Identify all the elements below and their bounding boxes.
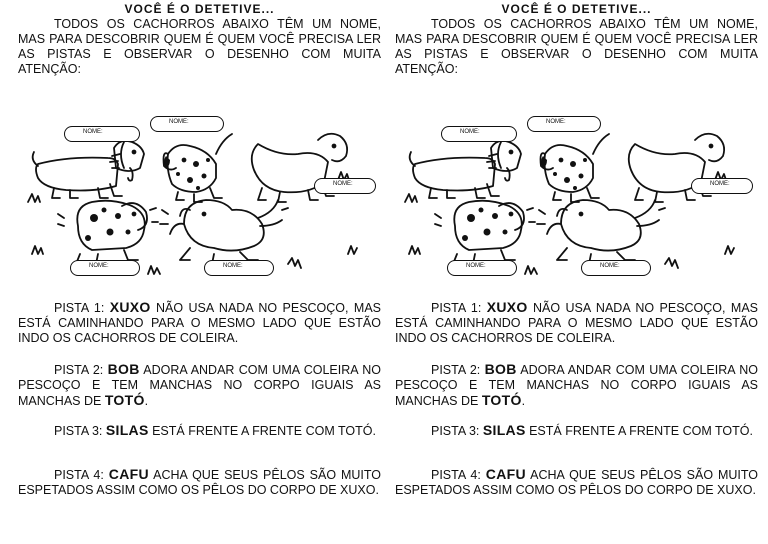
name-tag-label: NOME: [546, 119, 566, 125]
name-tag[interactable] [447, 260, 517, 276]
name-tag[interactable] [527, 116, 601, 132]
name-tag[interactable] [64, 126, 140, 142]
name-tag-label: NOME: [460, 129, 480, 135]
worksheet-title: VOCÊ É O DETETIVE... [501, 2, 652, 16]
dachshund-dog [28, 141, 144, 202]
name-tag[interactable] [691, 178, 753, 194]
intro-text: TODOS OS CACHORROS ABAIXO TÊM UM NOME, MAS PARA DESCOBRIR QUEM É QUEM VOCÊ PRECISA LER AS PISTAS E OBSERVAR O DESENHO COM MUITA ATENÇÃO: [18, 17, 381, 76]
name-tag[interactable] [70, 260, 140, 276]
worksheet-left [18, 0, 381, 544]
name-tag[interactable] [581, 260, 651, 276]
name-tag-label: NOME: [333, 181, 353, 187]
dogs-illustration [395, 114, 758, 292]
worksheet-title: VOCÊ É O DETETIVE... [124, 2, 275, 16]
worksheet-right [395, 0, 758, 544]
clue-4: PISTA 4: CAFU ACHA QUE SEUS PÊLOS SÃO MUITO ESPETADOS ASSIM COMO OS PÊLOS DO CORPO DE XUXO. [18, 466, 382, 497]
name-tag[interactable] [441, 126, 517, 142]
running-dog [160, 200, 288, 264]
clue-2: PISTA 2: BOB ADORA ANDAR COM UMA COLEIRA NO PESCOÇO E TEM MANCHAS NO CORPO IGUAIS AS MANCHAS DE TOTÓ. [18, 361, 381, 408]
name-tag[interactable] [150, 116, 224, 132]
name-tag-label: NOME: [600, 263, 620, 269]
dachshund-dog [405, 141, 521, 202]
spotted-small-dog [164, 134, 233, 202]
name-tag-label: NOME: [466, 263, 486, 269]
clue-4: PISTA 4: CAFU ACHA QUE SEUS PÊLOS SÃO MUITO ESPETADOS ASSIM COMO OS PÊLOS DO CORPO DE XUXO. [395, 466, 759, 497]
clue-2: PISTA 2: BOB ADORA ANDAR COM UMA COLEIRA NO PESCOÇO E TEM MANCHAS NO CORPO IGUAIS AS MANCHAS DE TOTÓ. [395, 361, 758, 408]
intro-text: TODOS OS CACHORROS ABAIXO TÊM UM NOME, MAS PARA DESCOBRIR QUEM É QUEM VOCÊ PRECISA LER AS PISTAS E OBSERVAR O DESENHO COM MUITA ATENÇÃO: [395, 17, 758, 76]
dogs-illustration [18, 114, 381, 292]
name-tag[interactable] [314, 178, 376, 194]
clue-1: PISTA 1: XUXO NÃO USA NADA NO PESCOÇO, MAS ESTÁ CAMINHANDO PARA O MESMO LADO QUE ESTÃO INDO OS CACHORROS DE COLEIRA. [18, 299, 381, 345]
name-tag[interactable] [204, 260, 274, 276]
name-tag-label: NOME: [83, 129, 103, 135]
clue-3: PISTA 3: SILAS ESTÁ FRENTE A FRENTE COM TOTÓ. [431, 422, 753, 438]
clue-1: PISTA 1: XUXO NÃO USA NADA NO PESCOÇO, MAS ESTÁ CAMINHANDO PARA O MESMO LADO QUE ESTÃO INDO OS CACHORROS DE COLEIRA. [395, 299, 758, 345]
name-tag-label: NOME: [89, 263, 109, 269]
name-tag-label: NOME: [169, 119, 189, 125]
running-dog [537, 200, 665, 264]
name-tag-label: NOME: [223, 263, 243, 269]
clue-3: PISTA 3: SILAS ESTÁ FRENTE A FRENTE COM TOTÓ. [54, 422, 376, 438]
spotted-small-dog [541, 134, 610, 202]
name-tag-label: NOME: [710, 181, 730, 187]
